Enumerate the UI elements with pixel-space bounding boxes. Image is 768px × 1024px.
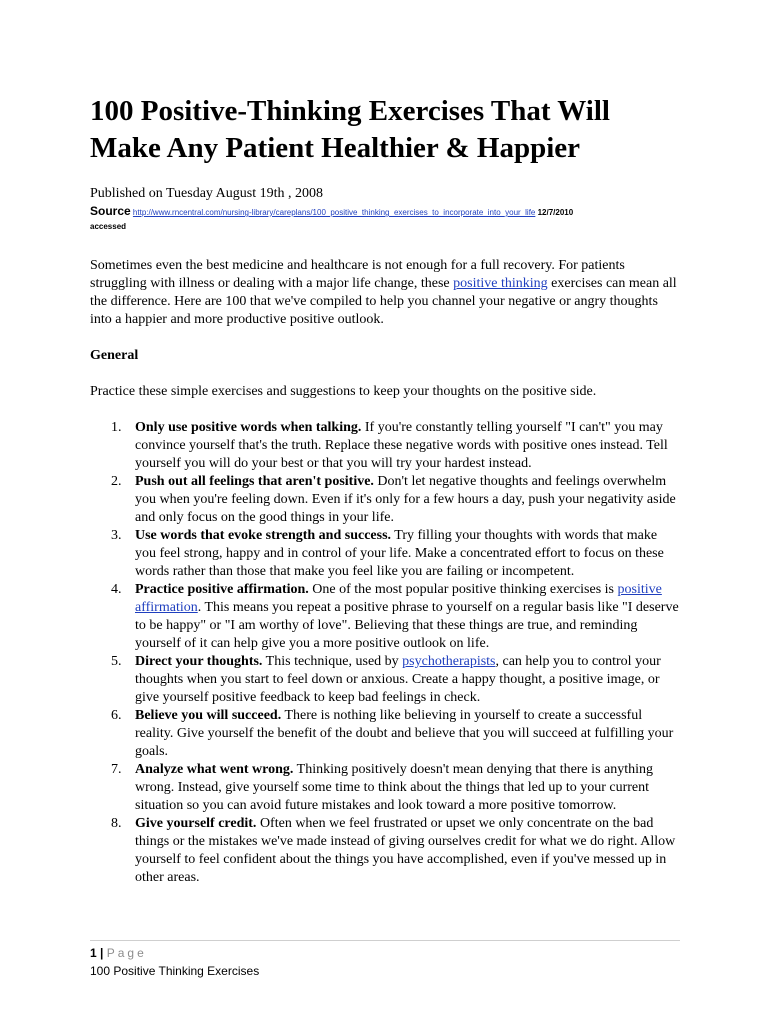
item-text: There is nothing like believing in yourself to create a successful reality. Give yourself the benefit of the doubt and believe that you will succeed at fulfilling your goals. [135,708,674,759]
list-item [90,815,680,887]
source-link[interactable]: http://www.rncentral.com/nursing-library/careplans/100_positive_thinking_exercises_to_incorporate_into_your_life [132,208,536,217]
item-number: 5. [111,654,122,669]
title-line-1: 100 Positive-Thinking Exercises That Will [90,95,610,127]
section-lead: Practice these simple exercises and suggestions to keep your thoughts on the positive side. [90,384,597,399]
document-title [90,93,680,167]
item-number: 7. [111,762,122,777]
item-text: If you're constantly telling yourself "I can't" you may convince yourself that's the truth. Replace these negative words with positive ones instead. Tell yourself you will do your best or that you will try your hardest instead. [135,420,668,471]
source-accessed: accessed [90,222,127,231]
item-number: 3. [111,528,122,543]
item-heading: Give yourself credit. [135,816,257,831]
item-text: This technique, used by [262,654,403,669]
item-number: 6. [111,708,122,723]
item-number: 8. [111,816,122,831]
intro-text-after: exercises can mean all the difference. Here are 100 that we've compiled to help you channel your negative or angry thoughts into a happier and more productive positive outlook. [90,276,677,327]
intro-paragraph [90,257,680,329]
title-line-2: Make Any Patient Healthier & Happier [90,132,580,164]
list-item [90,707,680,761]
item-heading: Direct your thoughts. [135,654,263,669]
page-number: 1 [90,946,97,960]
item-heading: Believe you will succeed. [135,708,282,723]
item-text: Often when we feel frustrated or upset we only concentrate on the bad things or the mistakes we've made instead of giving ourselves credit for what we do right. Allow yourself to feel confident about the things you have accomplished, even if you've messed up in other areas. [135,816,676,885]
item-number: 4. [111,582,122,597]
item-number: 2. [111,474,122,489]
item-number: 1. [111,420,122,435]
list-item [90,473,680,527]
source-line [90,204,680,234]
item-text: Don't let negative thoughts and feelings overwhelm you when you're feeling down. Even if it's only for a few hours a day, push your negativity aside and only focus on the good things in your life. [135,474,676,525]
item-text: Thinking positively doesn't mean denying that there is anything wrong. Instead, give yourself some time to think about the things that led up to your current situation so you can avoid future mistakes and look toward a more positive tomorrow. [135,762,654,813]
item-heading: Practice positive affirmation. [135,582,309,597]
positive-affirmation-link[interactable]: positive affirmation [135,582,662,615]
list-item [90,419,680,473]
item-heading: Push out all feelings that aren't positive. [135,474,374,489]
item-text-after: , can help you to control your thoughts when you start to feel down or anxious. Create a happy thought, a positive image, or give yourself positive feedback to keep bad feelings in check. [135,654,661,705]
page-content [90,93,680,887]
intro-text-before: Sometimes even the best medicine and healthcare is not enough for a full recovery. For patients struggling with illness or dealing with a major life change, these [90,258,625,291]
footer-divider [90,940,680,941]
section-heading: General [90,348,139,363]
page-word: Page [106,946,147,960]
item-text: One of the most popular positive thinking exercises is [308,582,618,597]
list-item [90,653,680,707]
item-heading: Use words that evoke strength and success. [135,528,392,543]
list-item [90,761,680,815]
item-text: Try filling your thoughts with words that make you feel strong, happy and in control of your life. Make a concentrated effort to focus on these words rather than those that make you feel like you are failing or incompetent. [135,528,664,579]
list-item [90,581,680,653]
item-heading: Only use positive words when talking. [135,420,362,435]
footer-document-title: 100 Positive Thinking Exercises [90,964,260,978]
page-separator: | [100,946,104,960]
exercise-list [90,419,680,887]
item-text-after: . This means you repeat a positive phrase to yourself on a regular basis like "I deserve to be happy" or "I am worthy of love". Believing that these things are true, and reminding yourself of it can help give you a more positive outlook on life. [135,600,679,651]
source-label: Source [90,204,131,218]
psychotherapists-link[interactable]: psychotherapists [402,654,496,669]
positive-thinking-link[interactable]: positive thinking [453,276,548,291]
list-item [90,527,680,581]
source-date: 12/7/2010 [537,208,574,217]
item-heading: Analyze what went wrong. [135,762,294,777]
published-date: Published on Tuesday August 19th , 2008 [90,186,323,201]
page-footer [90,944,259,980]
